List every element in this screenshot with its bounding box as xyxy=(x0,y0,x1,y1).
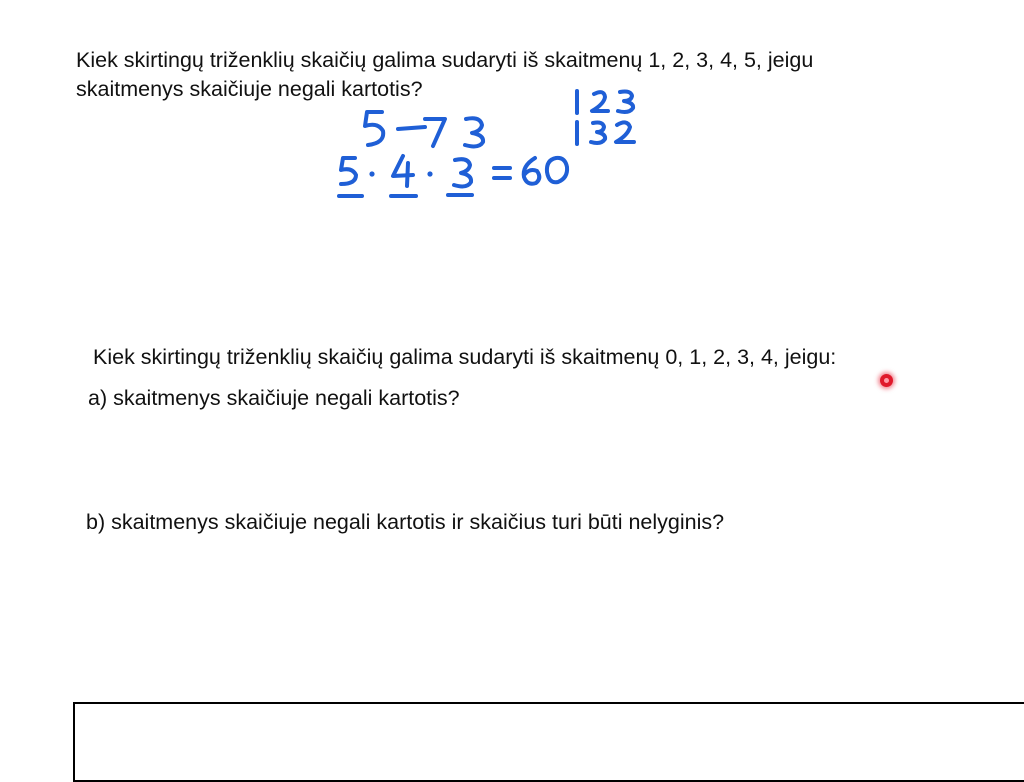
problem-1-line-2: skaitmenys skaičiuje negali kartotis? xyxy=(76,77,423,101)
handwritten-line-1 xyxy=(365,112,483,146)
handwritten-line-2 xyxy=(339,156,567,196)
problem-1-line-1: Kiek skirtingų triženklių skaičių galima sudaryti iš skaitmenų 1, 2, 3, 4, 5, jeigu xyxy=(76,48,814,72)
problem-2-part-b: b) skaitmenys skaičiuje negali kartotis ir skaičius turi būti nelyginis? xyxy=(86,510,725,534)
handwritten-example-132 xyxy=(577,122,634,144)
laser-pointer-dot xyxy=(880,374,893,387)
problem-2-part-a: a) skaitmenys skaičiuje negali kartotis? xyxy=(88,386,460,410)
problem-2-question: Kiek skirtingų triženklių skaičių galima sudaryti iš skaitmenų 0, 1, 2, 3, 4, jeigu: xyxy=(93,345,837,369)
empty-answer-box xyxy=(73,702,1024,782)
problem-1 xyxy=(76,46,976,104)
